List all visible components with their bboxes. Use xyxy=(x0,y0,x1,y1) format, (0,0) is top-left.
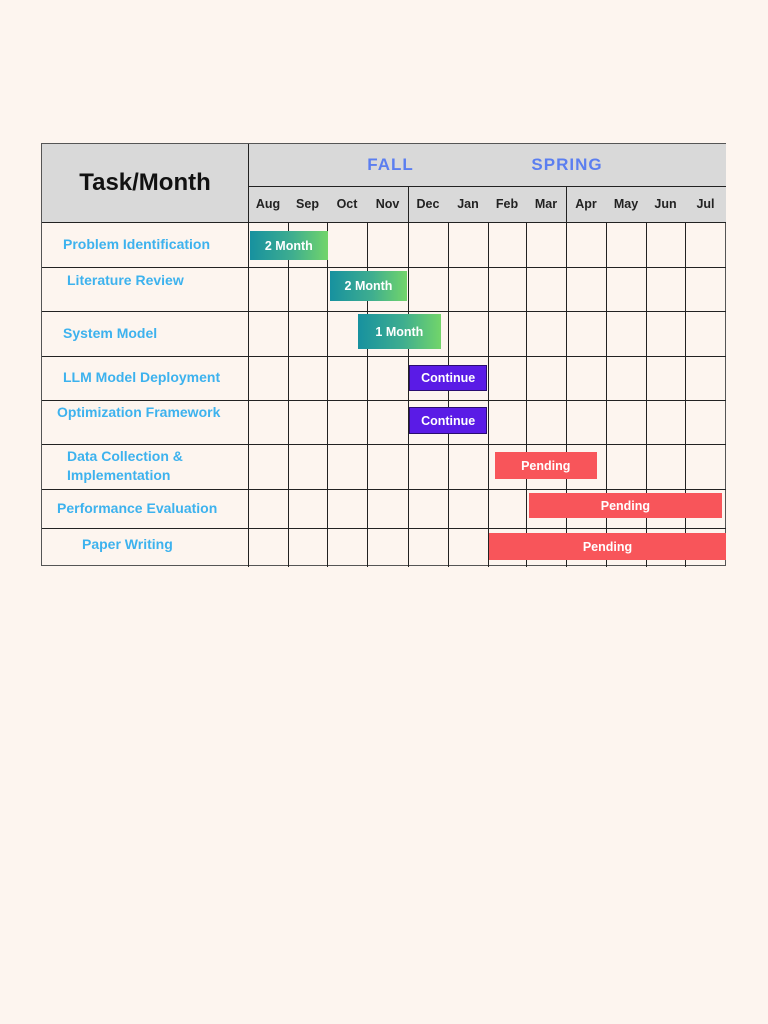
task-label-line: LLM Model Deployment xyxy=(63,369,221,385)
task-bar-continue: Continue xyxy=(409,407,487,434)
month-header-nov: Nov xyxy=(375,197,400,211)
task-bar-duration: 2 Month xyxy=(330,271,408,301)
task-label xyxy=(63,235,210,254)
task-bar-pending: Pending xyxy=(489,533,726,560)
month-header-dec: Dec xyxy=(416,197,440,211)
month-grid-line xyxy=(526,222,527,567)
task-label xyxy=(63,368,220,387)
task-label xyxy=(57,499,217,518)
month-header-apr: Apr xyxy=(575,197,597,211)
task-label xyxy=(82,535,173,554)
header-bottom-line xyxy=(42,222,726,223)
task-label-line: Implementation xyxy=(67,467,171,483)
task-label xyxy=(63,324,157,343)
month-grid-line xyxy=(288,222,289,567)
task-label-line: System Model xyxy=(63,325,158,341)
task-label-line: Data Collection & xyxy=(67,448,183,464)
season-spring-label: SPRING xyxy=(531,155,603,174)
row-divider-line xyxy=(42,267,726,268)
month-header-jun: Jun xyxy=(654,197,677,211)
row-divider-line xyxy=(42,356,726,357)
task-label-line: Problem Identification xyxy=(63,236,211,252)
month-grid-line xyxy=(448,222,449,567)
row-divider-line xyxy=(42,444,726,445)
gantt-chart xyxy=(41,143,726,566)
row-divider-line xyxy=(42,311,726,312)
task-label xyxy=(57,403,220,422)
month-grid-line xyxy=(488,222,489,567)
month-header-may: May xyxy=(613,197,639,211)
row-divider-line xyxy=(42,400,726,401)
task-bar-duration: 1 Month xyxy=(358,314,442,349)
task-month-title: Task/Month xyxy=(79,169,211,196)
task-bar-pending: Pending xyxy=(495,452,597,479)
season-fall-label: FALL xyxy=(367,155,414,174)
month-header-oct: Oct xyxy=(336,197,358,211)
month-header-feb: Feb xyxy=(495,197,519,211)
month-divider-line xyxy=(248,186,726,187)
task-label-line: Optimization Framework xyxy=(57,404,221,420)
task-bar-continue: Continue xyxy=(409,365,487,391)
row-divider-line xyxy=(42,489,726,490)
task-column-divider xyxy=(248,144,249,567)
task-label xyxy=(67,447,183,485)
month-header-sep: Sep xyxy=(296,197,319,211)
month-header-jan: Jan xyxy=(457,197,479,211)
task-bar-pending: Pending xyxy=(529,493,722,518)
task-bar-duration: 2 Month xyxy=(250,231,328,260)
task-label-line: Literature Review xyxy=(67,272,184,288)
month-header-aug: Aug xyxy=(255,197,281,211)
task-label xyxy=(67,271,184,290)
task-label-line: Performance Evaluation xyxy=(57,500,218,516)
month-grid-line xyxy=(327,222,328,567)
month-header-mar: Mar xyxy=(534,197,558,211)
task-label-line: Paper Writing xyxy=(82,536,173,552)
row-divider-line xyxy=(42,528,726,529)
month-header-jul: Jul xyxy=(696,197,715,211)
